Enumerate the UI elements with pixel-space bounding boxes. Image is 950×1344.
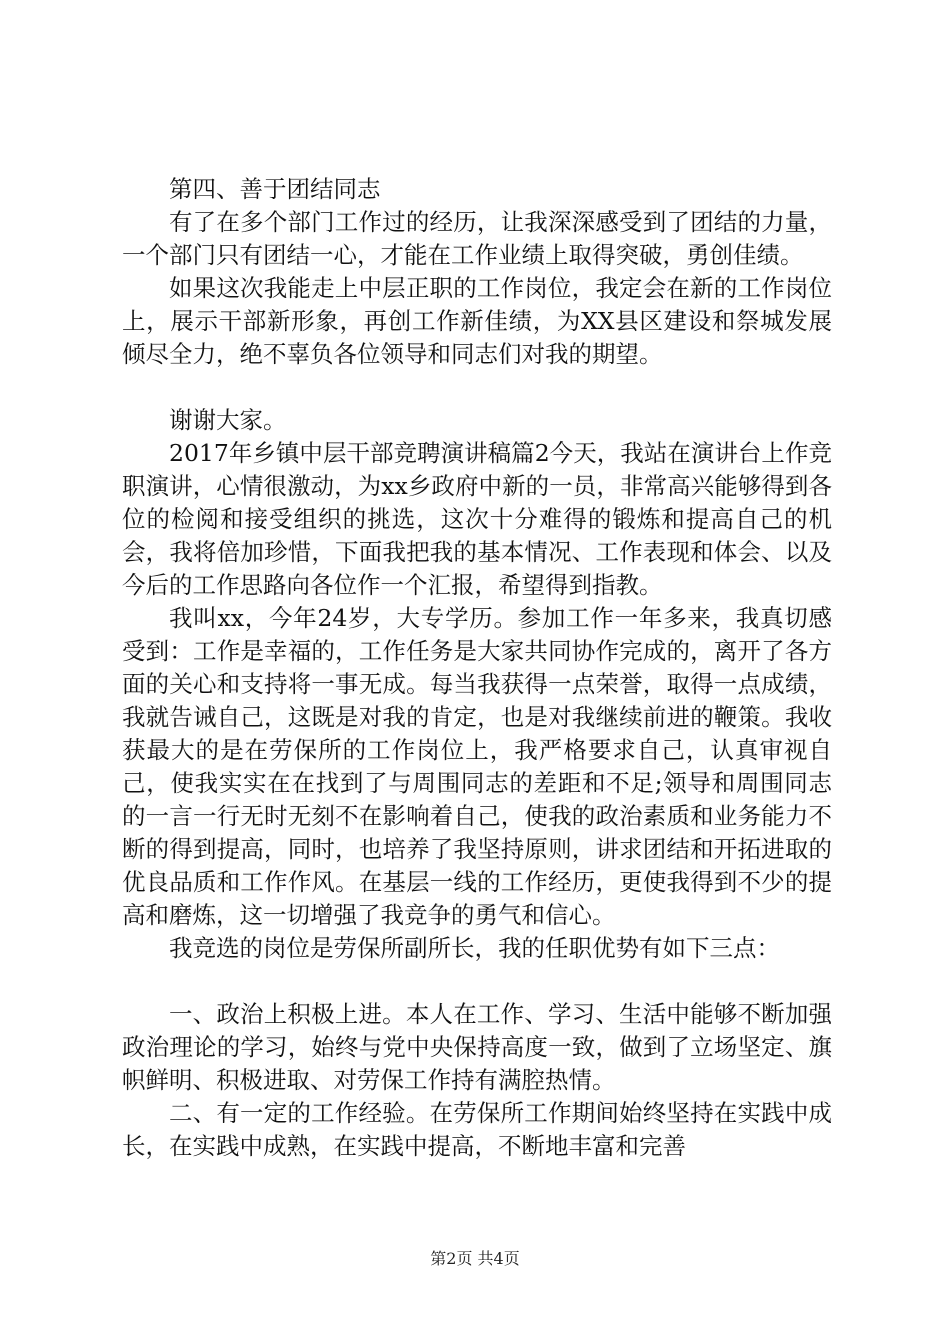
paragraph-point-two: 二、有一定的工作经验。在劳保所工作期间始终坚持在实践中成长，在实践中成熟，在实践中提高，不断地丰富和完善	[122, 1099, 832, 1160]
paragraph-heading-four: 第四、善于团结同志	[169, 175, 381, 203]
paragraph-thanks: 谢谢大家。	[169, 406, 287, 434]
page-number-footer: 第2页 共4页	[430, 1249, 520, 1268]
paragraph-position: 我竞选的岗位是劳保所副所长，我的任职优势有如下三点：	[169, 934, 780, 962]
document-body	[122, 173, 832, 1163]
paragraph-self-intro: 我叫xx，今年24岁，大专学历。参加工作一年多来，我真切感受到：工作是幸福的，工作任务是大家共同协作完成的，离开了各方面的关心和支持将一事无成。每当我获得一点荣誉，取得一点成绩，我就告诫自己，这既是对我的肯定，也是对我继续前进的鞭策。我收获最大的是在劳保所的工作岗位上，我严格要求自己，认真审视自己，使我实实在在找到了与周围同志的差距和不足;领导和周围同志的一言一行无时无刻不在影响着自己，使我的政治素质和业务能力不断的得到提高，同时，也培养了我坚持原则，讲求团结和开拓进取的优良品质和工作作风。在基层一线的工作经历，更使我得到不少的提高和磨炼，这一切增强了我竞争的勇气和信心。	[122, 604, 832, 929]
paragraph-point-one: 一、政治上积极上进。本人在工作、学习、生活中能够不断加强政治理论的学习，始终与党中央保持高度一致，做到了立场坚定、旗帜鲜明、积极进取、对劳保工作持有满腔热情。	[122, 1000, 832, 1094]
paragraph-speech-intro: 2017年乡镇中层干部竞聘演讲稿篇2今天，我站在演讲台上作竞职演讲，心情很激动，为xx乡政府中新的一员，非常高兴能够得到各位的检阅和接受组织的挑选，这次十分难得的锻炼和提高自己的机会，我将倍加珍惜，下面我把我的基本情况、工作表现和体会、以及今后的工作思路向各位作一个汇报，希望得到指教。	[122, 439, 832, 599]
paragraph-gap	[122, 965, 832, 998]
paragraph-unity: 有了在多个部门工作过的经历，让我深深感受到了团结的力量，一个部门只有团结一心，才能在工作业绩上取得突破，勇创佳绩。	[122, 208, 832, 269]
paragraph-commitment: 如果这次我能走上中层正职的工作岗位，我定会在新的工作岗位上，展示干部新形象，再创工作新佳绩，为XX县区建设和祭城发展倾尽全力，绝不辜负各位领导和同志们对我的期望。	[122, 274, 832, 368]
paragraph-gap	[122, 371, 832, 404]
